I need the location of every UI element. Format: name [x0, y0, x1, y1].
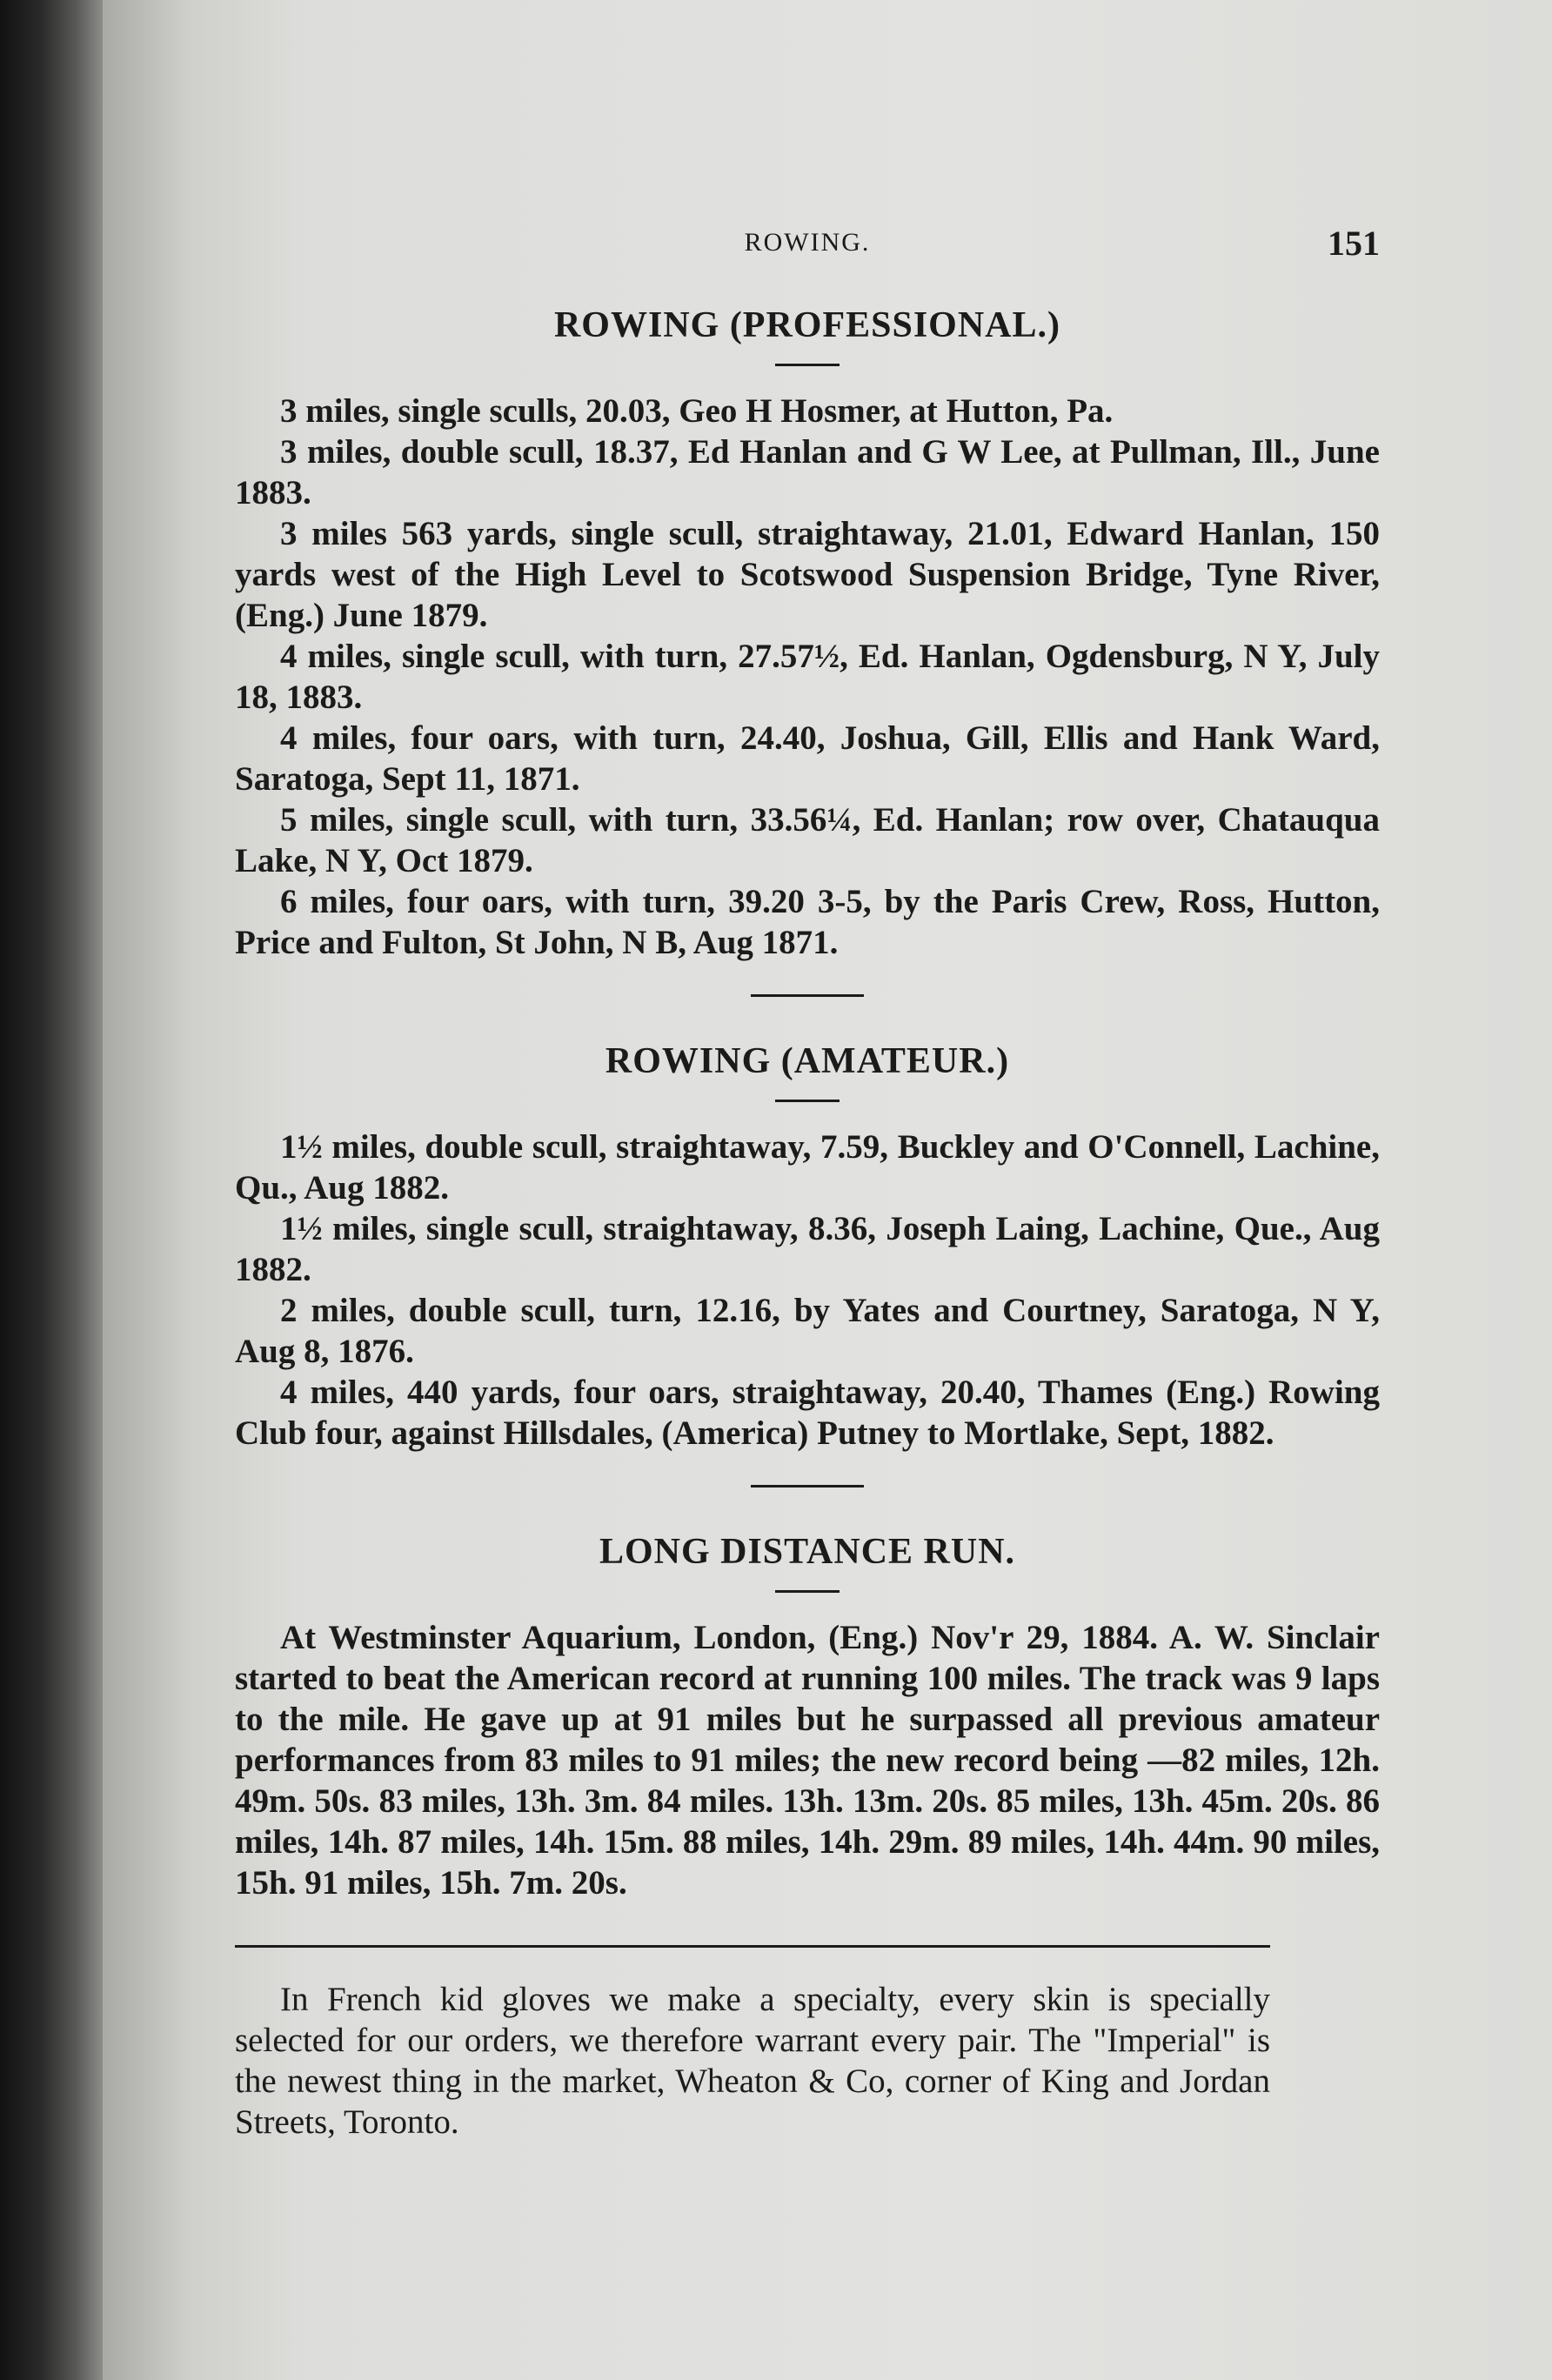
record-entry: 4 miles, 440 yards, four oars, straightaway, 20.40, Thames (Eng.) Rowing Club four, against Hillsdales, (America) Putney to Mortlake, Sept, 1882. [235, 1374, 1380, 1452]
section-heading: LONG DISTANCE RUN. [599, 1532, 1016, 1572]
advert-divider [235, 1945, 1270, 1948]
record-entry: 4 miles, four oars, with turn, 24.40, Joshua, Gill, Ellis and Hank Ward, Saratoga, Sept 11, 1871. [235, 719, 1380, 798]
record-entry: 1½ miles, single scull, straightaway, 8.36, Joseph Laing, Lachine, Que., Aug 1882. [235, 1210, 1380, 1288]
record-entry: 5 miles, single scull, with turn, 33.56¼, Ed. Hanlan; row over, Chatauqua Lake, N Y, Oct 1879. [235, 801, 1380, 879]
running-header [235, 217, 1380, 270]
record-entry: 2 miles, double scull, turn, 12.16, by Yates and Courtney, Saratoga, N Y, Aug 8, 1876. [235, 1292, 1380, 1370]
section-divider [751, 1485, 864, 1488]
record-entry: 3 miles 563 yards, single scull, straightaway, 21.01, Edward Hanlan, 150 yards west of the High Level to Scotswood Suspension Bridge, Tyne River, (Eng.) June 1879. [235, 515, 1380, 634]
advertisement-text: In French kid gloves we make a specialty, every skin is specially selected for our orders, we therefore warrant every pair. The "Imperial" is the newest thing in the market, Wheaton & Co, corner of King and Jordan Streets, Toronto. [235, 1981, 1270, 2141]
section-long-distance-run [235, 1531, 1380, 1903]
record-entry: 3 miles, double scull, 18.37, Ed Hanlan and G W Lee, at Pullman, Ill., June 1883. [235, 433, 1380, 511]
heading-rule [775, 1590, 840, 1593]
section-heading: ROWING (AMATEUR.) [605, 1041, 1010, 1081]
section-rowing-professional [235, 304, 1380, 963]
record-entry: At Westminster Aquarium, London, (Eng.) Nov'r 29, 1884. A. W. Sinclair started to beat the American record at running 100 miles. The track was 9 laps to the mile. He gave up at 91 miles but he surpassed all previous amateur performances from 83 miles to 91 miles; the new record being —82 miles, 12h. 49m. 50s. 83 miles, 13h. 3m. 84 miles. 13h. 13m. 20s. 85 miles, 13h. 45m. 20s. 86 miles, 14h. 87 miles, 14h. 15m. 88 miles, 14h. 29m. 89 miles, 14h. 44m. 90 miles, 15h. 91 miles, 15h. 7m. 20s. [235, 1619, 1380, 1902]
section-divider [751, 994, 864, 997]
book-binding-shadow [0, 0, 103, 2380]
running-title: ROWING. [744, 228, 871, 257]
record-entry: 3 miles, single sculls, 20.03, Geo H Hosmer, at Hutton, Pa. [280, 392, 1114, 430]
heading-rule [775, 1100, 840, 1102]
record-entry: 1½ miles, double scull, straightaway, 7.59, Buckley and O'Connell, Lachine, Qu., Aug 1882. [235, 1128, 1380, 1207]
record-entry: 6 miles, four oars, with turn, 39.20 3-5, by the Paris Crew, Ross, Hutton, Price and Fulton, St John, N B, Aug 1871. [235, 883, 1380, 961]
book-page [103, 0, 1552, 2380]
page-number: 151 [1328, 224, 1380, 263]
page-content [235, 217, 1380, 2143]
heading-rule [775, 364, 840, 366]
section-heading: ROWING (PROFESSIONAL.) [553, 305, 1061, 345]
record-entry: 4 miles, single scull, with turn, 27.57½, Ed. Hanlan, Ogdensburg, N Y, July 18, 1883. [235, 638, 1380, 716]
section-rowing-amateur [235, 1040, 1380, 1454]
